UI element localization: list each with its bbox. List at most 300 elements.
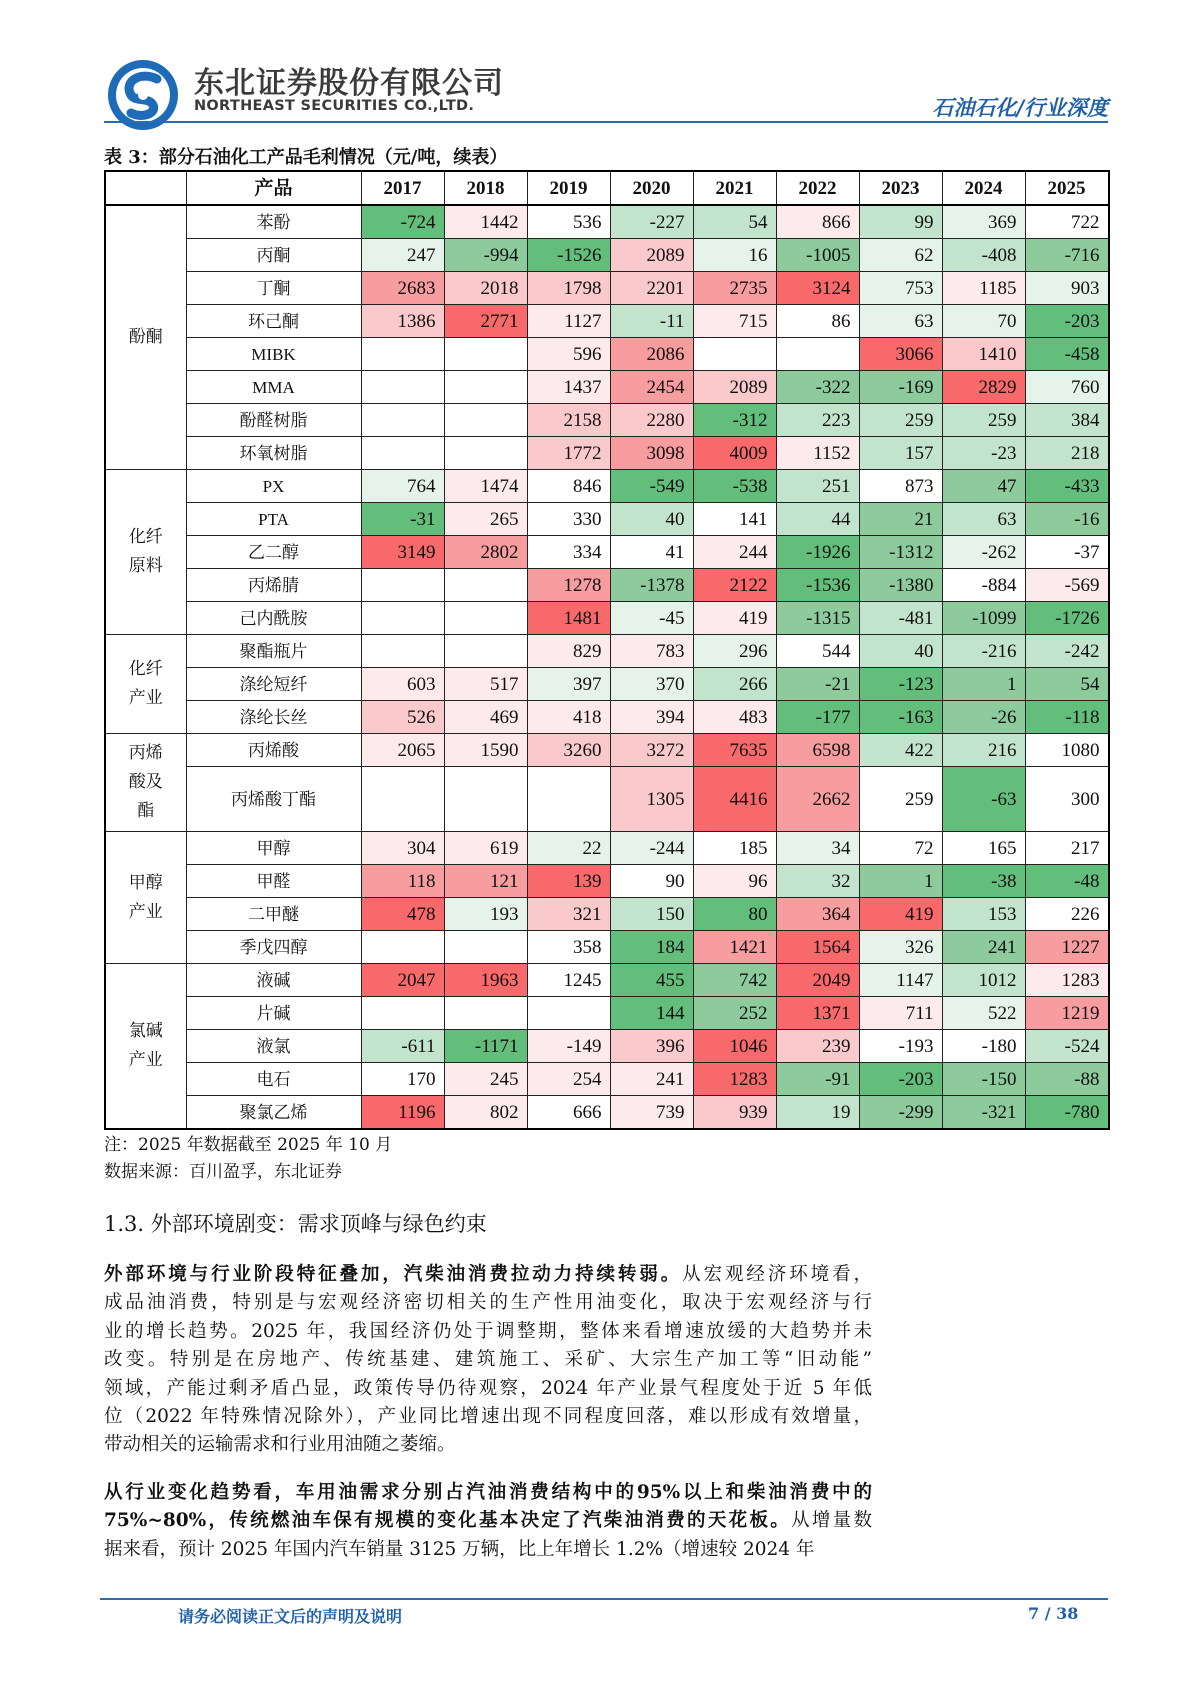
margin-cell: 72 — [859, 832, 942, 865]
margin-cell: 829 — [527, 635, 610, 668]
margin-cell: 217 — [1025, 832, 1109, 865]
body-text: 业的增长趋势。2025 年，我国经济仍处于调整期，整体来看增速放缓的大趋势并未 — [104, 1320, 872, 1342]
margin-cell: 603 — [361, 668, 444, 701]
margin-cell: 251 — [776, 470, 859, 503]
group-label-line: 甲醇 — [128, 872, 163, 892]
margin-cell — [361, 635, 444, 668]
margin-cell: 469 — [444, 701, 527, 734]
margin-cell: 394 — [610, 701, 693, 734]
paragraph-line — [104, 1403, 872, 1431]
margin-cell: 1012 — [942, 964, 1025, 997]
margin-cell: 783 — [610, 635, 693, 668]
paragraph-line — [104, 1289, 872, 1317]
group-label-line: 化纤 — [128, 659, 163, 679]
paragraph-line — [104, 1507, 872, 1535]
body-text: 据来看，预计 2025 年国内汽车销量 3125 万辆，比上年增长 1.2%（增速较 2024 年 — [104, 1538, 815, 1560]
margin-cell: 1386 — [361, 305, 444, 338]
margin-cell: 666 — [527, 1096, 610, 1130]
product-name: MIBK — [186, 338, 361, 371]
margin-cell: -88 — [1025, 1063, 1109, 1096]
margin-cell: 3272 — [610, 734, 693, 767]
margin-cell: 396 — [610, 1030, 693, 1063]
margin-cell: 1245 — [527, 964, 610, 997]
margin-cell: -433 — [1025, 470, 1109, 503]
margin-cell: 63 — [942, 503, 1025, 536]
margin-cell: 3124 — [776, 272, 859, 305]
margin-cell — [444, 931, 527, 964]
margin-cell: 54 — [693, 205, 776, 239]
footer-divider — [100, 1598, 1108, 1600]
margin-cell: 216 — [942, 734, 1025, 767]
margin-cell: 1080 — [1025, 734, 1109, 767]
margin-cell: -1726 — [1025, 602, 1109, 635]
margin-cell: -242 — [1025, 635, 1109, 668]
margin-cell: -1926 — [776, 536, 859, 569]
product-name: 液碱 — [186, 964, 361, 997]
page-number: 7 / 38 — [1028, 1604, 1079, 1623]
margin-cell: 21 — [859, 503, 942, 536]
margin-cell: 259 — [942, 404, 1025, 437]
margin-cell: 742 — [693, 964, 776, 997]
margin-cell: -1171 — [444, 1030, 527, 1063]
product-name: 丙烯酸 — [186, 734, 361, 767]
margin-cell — [444, 602, 527, 635]
margin-cell — [527, 997, 610, 1030]
margin-cell: 939 — [693, 1096, 776, 1130]
margin-cell: 22 — [527, 832, 610, 865]
margin-cell: 96 — [693, 865, 776, 898]
product-name: 丁酮 — [186, 272, 361, 305]
margin-cell — [361, 437, 444, 470]
margin-cell: 364 — [776, 898, 859, 931]
margin-cell: 330 — [527, 503, 610, 536]
margin-cell: 2735 — [693, 272, 776, 305]
margin-cell — [361, 371, 444, 404]
margin-cell: 40 — [610, 503, 693, 536]
margin-cell: 522 — [942, 997, 1025, 1030]
margin-cell: 526 — [361, 701, 444, 734]
paragraph-line — [104, 1346, 872, 1374]
margin-cell: 296 — [693, 635, 776, 668]
margin-cell: -408 — [942, 239, 1025, 272]
margin-cell: -321 — [942, 1096, 1025, 1130]
year-header: 2022 — [776, 171, 859, 205]
margin-cell: 1046 — [693, 1030, 776, 1063]
year-header: 2024 — [942, 171, 1025, 205]
product-name: 液氯 — [186, 1030, 361, 1063]
table-row — [105, 437, 1109, 470]
body-text: 成品油消费，特别是与宏观经济密切相关的生产性用油变化，取决于宏观经济与行 — [104, 1292, 872, 1314]
margin-cell: 1772 — [527, 437, 610, 470]
margin-cell: 1437 — [527, 371, 610, 404]
margin-cell: 41 — [610, 536, 693, 569]
margin-cell: 2065 — [361, 734, 444, 767]
margin-cell: 144 — [610, 997, 693, 1030]
margin-cell: 2662 — [776, 767, 859, 832]
margin-cell: 2454 — [610, 371, 693, 404]
margin-cell: 419 — [693, 602, 776, 635]
margin-cell: -1526 — [527, 239, 610, 272]
year-header: 2023 — [859, 171, 942, 205]
margin-cell: -123 — [859, 668, 942, 701]
header-divider — [104, 121, 1108, 123]
table-row — [105, 1030, 1109, 1063]
product-name: 丙烯酸丁酯 — [186, 767, 361, 832]
margin-cell: -91 — [776, 1063, 859, 1096]
margin-cell: 1442 — [444, 205, 527, 239]
margin-cell: 2089 — [693, 371, 776, 404]
margin-cell: 2280 — [610, 404, 693, 437]
margin-cell: 239 — [776, 1030, 859, 1063]
paragraph-line — [104, 1375, 872, 1403]
table-row — [105, 701, 1109, 734]
body-text: 改变。特别是在房地产、传统基建、建筑施工、采矿、大宗生产加工等“旧动能” — [104, 1349, 872, 1371]
margin-cell: 334 — [527, 536, 610, 569]
margin-cell: 153 — [942, 898, 1025, 931]
bold-lead-text: 75%~80%，传统燃油车保有规模的变化基本决定了汽柴油消费的天花板。 — [104, 1510, 792, 1532]
margin-cell: 4009 — [693, 437, 776, 470]
year-header: 2017 — [361, 171, 444, 205]
margin-cell: 3149 — [361, 536, 444, 569]
table-row — [105, 832, 1109, 865]
margin-cell: 711 — [859, 997, 942, 1030]
margin-cell: -150 — [942, 1063, 1025, 1096]
margin-cell: 2086 — [610, 338, 693, 371]
year-header: 2018 — [444, 171, 527, 205]
margin-cell: -163 — [859, 701, 942, 734]
table-row — [105, 536, 1109, 569]
margin-cell — [444, 635, 527, 668]
product-name: 涤纶长丝 — [186, 701, 361, 734]
section-tag: 石油石化/行业深度 — [932, 95, 1108, 120]
gross-margin-table — [104, 170, 1110, 1130]
margin-cell: -611 — [361, 1030, 444, 1063]
group-label — [105, 635, 186, 734]
margin-cell: -569 — [1025, 569, 1109, 602]
margin-cell — [527, 767, 610, 832]
group-label-line: 化纤 — [128, 527, 163, 547]
margin-cell: 369 — [942, 205, 1025, 239]
margin-cell: -1536 — [776, 569, 859, 602]
table-row — [105, 668, 1109, 701]
margin-cell: 619 — [444, 832, 527, 865]
margin-cell: 739 — [610, 1096, 693, 1130]
margin-cell: 90 — [610, 865, 693, 898]
group-label-line: 产业 — [128, 901, 163, 921]
margin-cell: -11 — [610, 305, 693, 338]
margin-cell: -458 — [1025, 338, 1109, 371]
margin-cell: -312 — [693, 404, 776, 437]
margin-cell: 6598 — [776, 734, 859, 767]
table-row — [105, 404, 1109, 437]
margin-cell: 1278 — [527, 569, 610, 602]
margin-cell: 2018 — [444, 272, 527, 305]
margin-cell: 70 — [942, 305, 1025, 338]
margin-cell: 760 — [1025, 371, 1109, 404]
margin-cell: -203 — [1025, 305, 1109, 338]
bold-lead-text: 从行业变化趋势看，车用油需求分别占汽油消费结构中的95%以上和柴油消费中的 — [104, 1482, 872, 1503]
body-text: 从增量数 — [791, 1510, 872, 1532]
table-row — [105, 734, 1109, 767]
body-text: 领域，产能过剩矛盾凸显，政策传导仍待观察，2024 年产业景气程度处于近 5 年低 — [104, 1377, 872, 1399]
year-header: 2021 — [693, 171, 776, 205]
margin-cell: 16 — [693, 239, 776, 272]
group-label — [105, 734, 186, 832]
margin-cell: -193 — [859, 1030, 942, 1063]
margin-cell: 19 — [776, 1096, 859, 1130]
product-name: 电石 — [186, 1063, 361, 1096]
product-name: 聚酯瓶片 — [186, 635, 361, 668]
margin-cell — [361, 338, 444, 371]
margin-cell: 846 — [527, 470, 610, 503]
margin-cell: 1798 — [527, 272, 610, 305]
margin-cell: 40 — [859, 635, 942, 668]
margin-cell: -203 — [859, 1063, 942, 1096]
margin-cell: 170 — [361, 1063, 444, 1096]
margin-cell: -994 — [444, 239, 527, 272]
product-name: 环氧树脂 — [186, 437, 361, 470]
margin-cell: -16 — [1025, 503, 1109, 536]
margin-cell: -216 — [942, 635, 1025, 668]
margin-cell: -63 — [942, 767, 1025, 832]
table-row — [105, 569, 1109, 602]
margin-cell: 1305 — [610, 767, 693, 832]
margin-cell: 1474 — [444, 470, 527, 503]
margin-cell: -38 — [942, 865, 1025, 898]
margin-cell: 321 — [527, 898, 610, 931]
table-row — [105, 767, 1109, 832]
margin-cell: 1421 — [693, 931, 776, 964]
margin-cell — [361, 404, 444, 437]
margin-cell: 2802 — [444, 536, 527, 569]
margin-cell: 259 — [859, 404, 942, 437]
table-row — [105, 305, 1109, 338]
margin-cell: 1219 — [1025, 997, 1109, 1030]
margin-cell — [444, 371, 527, 404]
table-row — [105, 470, 1109, 503]
margin-cell — [361, 602, 444, 635]
margin-cell: 118 — [361, 865, 444, 898]
margin-cell: 715 — [693, 305, 776, 338]
margin-cell: 241 — [942, 931, 1025, 964]
paragraph-industry-trend — [104, 1479, 872, 1564]
table-row — [105, 239, 1109, 272]
group-label — [105, 832, 186, 964]
margin-cell: 254 — [527, 1063, 610, 1096]
margin-cell: -1099 — [942, 602, 1025, 635]
body-text: 从宏观经济环境看， — [682, 1264, 872, 1285]
margin-cell: -23 — [942, 437, 1025, 470]
margin-cell: 478 — [361, 898, 444, 931]
margin-cell: -481 — [859, 602, 942, 635]
margin-cell: 397 — [527, 668, 610, 701]
margin-cell — [693, 338, 776, 371]
group-label-line: 产业 — [128, 688, 163, 707]
margin-cell: 185 — [693, 832, 776, 865]
margin-cell: 596 — [527, 338, 610, 371]
margin-cell: 1 — [859, 865, 942, 898]
margin-cell — [361, 997, 444, 1030]
margin-cell: 2201 — [610, 272, 693, 305]
margin-cell: 226 — [1025, 898, 1109, 931]
margin-cell: 1283 — [1025, 964, 1109, 997]
margin-cell: 903 — [1025, 272, 1109, 305]
margin-cell: -1380 — [859, 569, 942, 602]
margin-cell: 99 — [859, 205, 942, 239]
year-header: 2025 — [1025, 171, 1109, 205]
footer-disclaimer-link[interactable]: 请务必阅读正文后的声明及说明 — [178, 1607, 403, 1626]
product-name: 聚氯乙烯 — [186, 1096, 361, 1130]
product-name: 甲醛 — [186, 865, 361, 898]
margin-cell: 193 — [444, 898, 527, 931]
margin-cell: -169 — [859, 371, 942, 404]
margin-cell: 47 — [942, 470, 1025, 503]
section-heading: 1.3. 外部环境剧变：需求顶峰与绿色约束 — [104, 1212, 487, 1236]
table-row — [105, 205, 1109, 239]
product-name: 环己酮 — [186, 305, 361, 338]
product-name: PX — [186, 470, 361, 503]
margin-cell: 422 — [859, 734, 942, 767]
company-name-cn: 东北证券股份有限公司 — [194, 66, 504, 101]
group-label-line: 丙烯 — [128, 743, 163, 763]
product-name: 二甲醚 — [186, 898, 361, 931]
table-row — [105, 1096, 1109, 1130]
paragraph-line — [104, 1261, 872, 1289]
margin-cell: -322 — [776, 371, 859, 404]
margin-cell: 304 — [361, 832, 444, 865]
product-name: 涤纶短纤 — [186, 668, 361, 701]
margin-cell: -524 — [1025, 1030, 1109, 1063]
group-label-line: 酯 — [137, 800, 155, 820]
group-label-line: 原料 — [128, 556, 163, 575]
table-title: 表 3：部分石油化工产品毛利情况（元/吨，续表） — [104, 147, 508, 168]
table-note: 注：2025 年数据截至 2025 年 10 月 — [104, 1135, 393, 1155]
margin-cell: 2047 — [361, 964, 444, 997]
margin-cell: 34 — [776, 832, 859, 865]
margin-cell: -45 — [610, 602, 693, 635]
table-row — [105, 1063, 1109, 1096]
group-label — [105, 964, 186, 1130]
paragraph-line — [104, 1479, 872, 1507]
table-row — [105, 898, 1109, 931]
margin-cell: 1963 — [444, 964, 527, 997]
margin-cell: 1 — [942, 668, 1025, 701]
margin-cell: 63 — [859, 305, 942, 338]
paragraph-line — [104, 1536, 872, 1564]
margin-cell: 32 — [776, 865, 859, 898]
margin-cell: 252 — [693, 997, 776, 1030]
product-name: 片碱 — [186, 997, 361, 1030]
margin-cell: -884 — [942, 569, 1025, 602]
margin-cell: 1185 — [942, 272, 1025, 305]
margin-cell: 1410 — [942, 338, 1025, 371]
margin-cell: -549 — [610, 470, 693, 503]
margin-cell: 2158 — [527, 404, 610, 437]
group-label-line: 氯碱 — [128, 1021, 163, 1041]
margin-cell — [444, 437, 527, 470]
margin-cell: 536 — [527, 205, 610, 239]
margin-cell: 218 — [1025, 437, 1109, 470]
product-name: 丙烯腈 — [186, 569, 361, 602]
margin-cell: 1196 — [361, 1096, 444, 1130]
margin-cell: 866 — [776, 205, 859, 239]
margin-cell: 873 — [859, 470, 942, 503]
group-label — [105, 205, 186, 470]
margin-cell: 2089 — [610, 239, 693, 272]
margin-cell: 1152 — [776, 437, 859, 470]
margin-cell: -26 — [942, 701, 1025, 734]
margin-cell — [444, 569, 527, 602]
margin-cell: -37 — [1025, 536, 1109, 569]
margin-cell: 1147 — [859, 964, 942, 997]
margin-cell: 384 — [1025, 404, 1109, 437]
year-header: 2020 — [610, 171, 693, 205]
group-label — [105, 470, 186, 635]
table-row — [105, 865, 1109, 898]
margin-cell: 2829 — [942, 371, 1025, 404]
margin-cell: 7635 — [693, 734, 776, 767]
margin-cell: 455 — [610, 964, 693, 997]
company-name-en: NORTHEAST SECURITIES CO.,LTD. — [194, 98, 475, 114]
table-row — [105, 503, 1109, 536]
margin-cell: -299 — [859, 1096, 942, 1130]
margin-cell: -262 — [942, 536, 1025, 569]
year-header: 2019 — [527, 171, 610, 205]
margin-cell: -1315 — [776, 602, 859, 635]
body-text: 带动相关的运输需求和行业用油随之萎缩。 — [104, 1434, 456, 1456]
margin-cell: 245 — [444, 1063, 527, 1096]
margin-cell: 266 — [693, 668, 776, 701]
margin-cell: 419 — [859, 898, 942, 931]
margin-cell: 86 — [776, 305, 859, 338]
margin-cell: 1283 — [693, 1063, 776, 1096]
product-name: PTA — [186, 503, 361, 536]
product-name: 己内酰胺 — [186, 602, 361, 635]
margin-cell: 2771 — [444, 305, 527, 338]
margin-cell: 3098 — [610, 437, 693, 470]
margin-cell: 141 — [693, 503, 776, 536]
margin-cell — [361, 767, 444, 832]
margin-cell: -177 — [776, 701, 859, 734]
margin-cell: 223 — [776, 404, 859, 437]
margin-cell: -31 — [361, 503, 444, 536]
margin-cell — [776, 338, 859, 371]
margin-cell — [361, 569, 444, 602]
margin-cell: -118 — [1025, 701, 1109, 734]
margin-cell — [361, 931, 444, 964]
margin-cell: 184 — [610, 931, 693, 964]
margin-cell — [444, 338, 527, 371]
table-row — [105, 272, 1109, 305]
margin-cell: -227 — [610, 205, 693, 239]
margin-cell: 247 — [361, 239, 444, 272]
margin-cell: 139 — [527, 865, 610, 898]
table-row — [105, 964, 1109, 997]
margin-cell: 259 — [859, 767, 942, 832]
margin-cell: 300 — [1025, 767, 1109, 832]
margin-cell: 326 — [859, 931, 942, 964]
margin-cell: -1378 — [610, 569, 693, 602]
product-name: 酚醛树脂 — [186, 404, 361, 437]
margin-cell: 62 — [859, 239, 942, 272]
margin-cell: 54 — [1025, 668, 1109, 701]
margin-cell: 80 — [693, 898, 776, 931]
product-name: 丙酮 — [186, 239, 361, 272]
margin-cell: 517 — [444, 668, 527, 701]
margin-cell: 802 — [444, 1096, 527, 1130]
margin-cell: -48 — [1025, 865, 1109, 898]
margin-cell: 2049 — [776, 964, 859, 997]
